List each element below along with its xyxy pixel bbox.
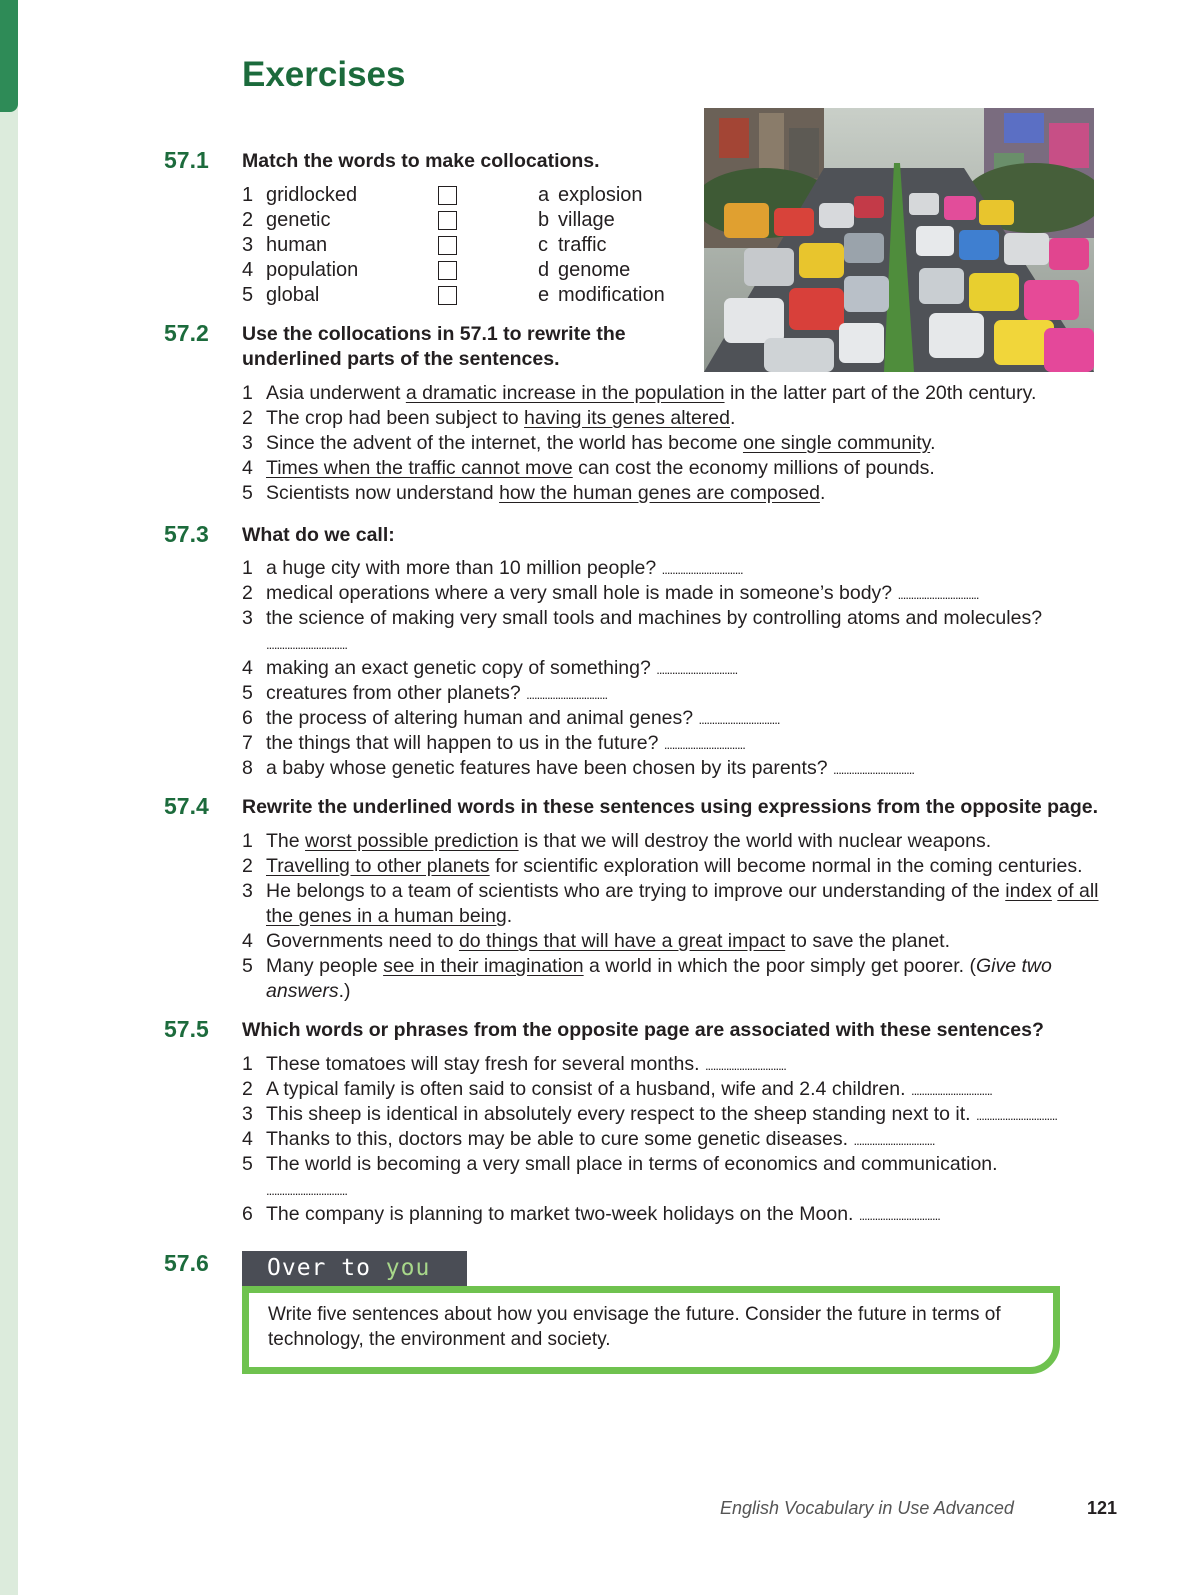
answer-box[interactable] — [438, 286, 457, 305]
exercise-heading-57-4: Rewrite the underlined words in these sentences using expressions from the opposite page. — [242, 796, 1099, 818]
match-left-item: 4 population — [242, 259, 359, 281]
answer-blank[interactable]: ............................... — [266, 637, 347, 652]
list-item: 3 the science of making very small tools and machines by controlling atoms and molecules? — [242, 607, 1043, 629]
list-item: 6 the process of altering human and animal genes? ............................... — [242, 707, 780, 729]
answer-box[interactable] — [438, 211, 457, 230]
answer-box[interactable] — [438, 261, 457, 280]
page-number: 121 — [1087, 1498, 1118, 1518]
list-item: 8 a baby whose genetic features have been chosen by its parents? ............................... — [242, 757, 914, 779]
list-item-continuation: answers.) — [266, 980, 351, 1002]
match-right-item: a explosion — [538, 184, 643, 206]
list-item: 1 These tomatoes will stay fresh for several months. ............................... — [242, 1053, 786, 1075]
list-item: 3 Since the advent of the internet, the world has become one single community. — [242, 432, 936, 454]
answer-box[interactable] — [438, 186, 457, 205]
match-left-item: 3 human — [242, 234, 328, 256]
answer-blank[interactable]: ............................... — [910, 1083, 992, 1098]
exercise-heading-57-3: What do we call: — [242, 524, 395, 546]
exercise-number-57-1: 57.1 — [164, 147, 209, 173]
exercise-heading-57-2: Use the collocations in 57.1 to rewrite the — [242, 323, 626, 345]
over-to-you-tab: Over to you — [242, 1251, 467, 1286]
answer-blank[interactable]: ............................... — [858, 1208, 940, 1223]
answer-box[interactable] — [438, 236, 457, 255]
list-item: 4 Governments need to do things that will have a great impact to save the planet. — [242, 930, 950, 952]
list-item: 5 Many people see in their imagination a world in which the poor simply get poorer. (Give two — [242, 955, 1052, 977]
list-item: 2 The crop had been subject to having its genes altered. — [242, 407, 736, 429]
answer-blank[interactable]: ............................... — [853, 1133, 935, 1148]
list-item: 4 making an exact genetic copy of something? ............................... — [242, 657, 738, 679]
list-item: 4 Thanks to this, doctors may be able to cure some genetic diseases. ............................... — [242, 1128, 935, 1150]
answer-blank[interactable]: ............................... — [976, 1108, 1057, 1123]
exercise-number-57-2: 57.2 — [164, 320, 209, 346]
exercise-heading-57-5: Which words or phrases from the opposite page are associated with these sentences? — [242, 1019, 1044, 1041]
answer-blank[interactable]: ............................... — [526, 687, 608, 702]
exercise-heading-57-2-line2: underlined parts of the sentences. — [242, 348, 560, 370]
list-item: 2 medical operations where a very small hole is made in someone’s body? ............................... — [242, 582, 979, 604]
match-right-item: c traffic — [538, 234, 607, 256]
list-item: 7 the things that will happen to us in the future? ............................... — [242, 732, 745, 754]
list-item: 1 a huge city with more than 10 million people? ............................... — [242, 557, 743, 579]
answer-blank[interactable]: ............................... — [656, 662, 738, 677]
match-left-item: 1 gridlocked — [242, 184, 358, 206]
list-item: 3 He belongs to a team of scientists who are trying to improve our understanding of the index of all — [242, 880, 1099, 902]
list-item: 5 Scientists now understand how the human genes are composed. — [242, 482, 826, 504]
side-tab — [0, 0, 18, 112]
list-item-continuation: the genes in a human being. — [266, 905, 513, 927]
answer-blank[interactable]: ............................... — [661, 562, 743, 577]
answer-blank[interactable]: ............................... — [698, 712, 780, 727]
list-item: 4 Times when the traffic cannot move can cost the economy millions of pounds. — [242, 457, 935, 479]
match-right-item: d genome — [538, 259, 631, 281]
footer-book-title: English Vocabulary in Use Advanced — [720, 1498, 1014, 1518]
match-right-item: e modification — [538, 284, 665, 306]
exercise-number-57-6: 57.6 — [164, 1250, 209, 1276]
list-item: 2 Travelling to other planets for scientific exploration will become normal in the coming centuries. — [242, 855, 1083, 877]
answer-blank[interactable]: ............................... — [663, 737, 745, 752]
list-item: 1 The worst possible prediction is that we will destroy the world with nuclear weapons. — [242, 830, 992, 852]
answer-blank[interactable]: ............................... — [266, 1183, 347, 1198]
exercise-number-57-5: 57.5 — [164, 1016, 209, 1042]
list-item: 5 The world is becoming a very small place in terms of economics and communication. — [242, 1153, 998, 1175]
list-item: 5 creatures from other planets? ............................... — [242, 682, 608, 704]
answer-blank[interactable]: ............................... — [832, 762, 914, 777]
page-title: Exercises — [242, 55, 406, 94]
list-item: 2 A typical family is often said to consist of a husband, wife and 2.4 children. ............................... — [242, 1078, 992, 1100]
traffic-jam-photo — [704, 108, 1094, 372]
list-item: 1 Asia underwent a dramatic increase in the population in the latter part of the 20th century. — [242, 382, 1037, 404]
answer-blank[interactable]: ............................... — [897, 587, 979, 602]
side-strip — [0, 0, 18, 1595]
match-right-item: b village — [538, 209, 615, 231]
match-left-item: 5 global — [242, 284, 320, 306]
list-item: 6 The company is planning to market two-week holidays on the Moon. ............................... — [242, 1203, 940, 1225]
exercise-number-57-3: 57.3 — [164, 521, 209, 547]
exercise-number-57-4: 57.4 — [164, 793, 209, 819]
match-left-item: 2 genetic — [242, 209, 331, 231]
over-to-you-text: Write five sentences about how you envisage the future. Consider the future in terms of technology, the environment and society. — [268, 1304, 1001, 1350]
answer-blank[interactable]: ............................... — [704, 1058, 786, 1073]
list-item: 3 This sheep is identical in absolutely every respect to the sheep standing next to it. ............................... — [242, 1103, 1057, 1125]
exercise-heading-57-1: Match the words to make collocations. — [242, 150, 600, 172]
